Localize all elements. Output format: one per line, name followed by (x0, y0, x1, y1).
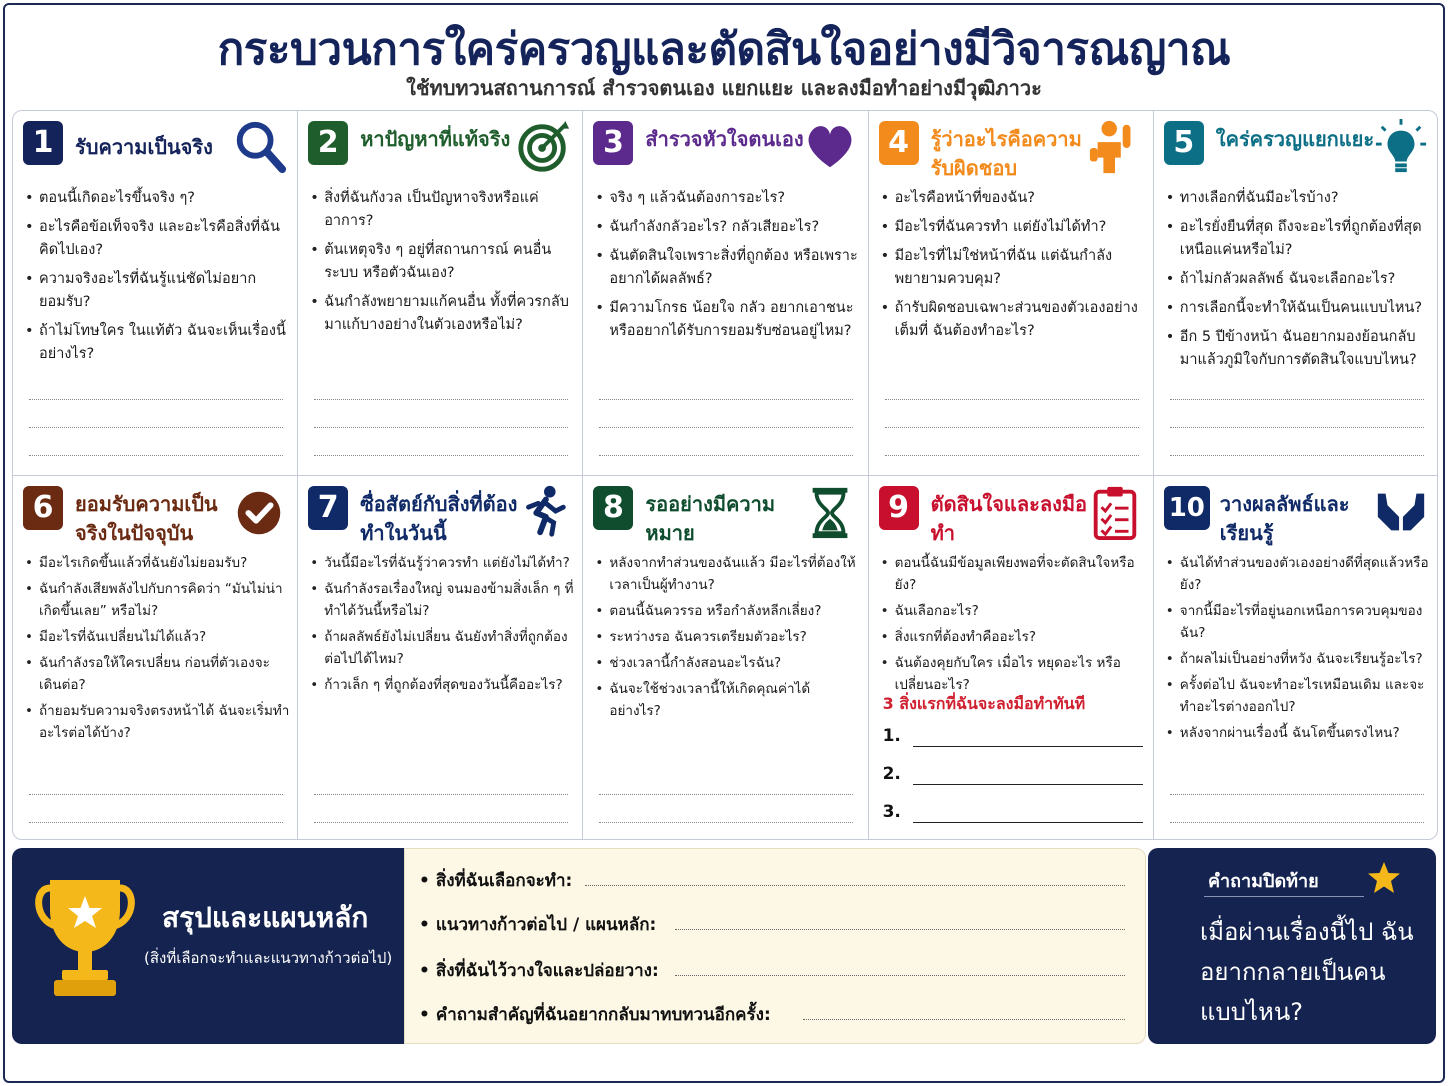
step-title: รับความเป็นจริง (75, 135, 213, 159)
step-title: ซื่อสัตย์กับสิ่งที่ต้องทำในวันนี้ (360, 492, 518, 545)
question-item: • ฉันกำลังรอเรื่องใหญ่ จนมองข้ามสิ่งเล็ก ๆ ที่ทำได้วันนี้หรือไม่? (310, 578, 576, 622)
final-question-panel (1148, 848, 1436, 1044)
question-item: • การเลือกนี้จะทำให้ฉันเป็นคนแบบไหน? (1166, 297, 1432, 320)
note-line[interactable] (29, 399, 283, 400)
question-item: • อะไรคือข้อเท็จจริง และอะไรคือสิ่งที่ฉันคิดไปเอง? (25, 216, 291, 262)
note-line[interactable] (314, 427, 568, 428)
question-item: • อะไรคือหน้าที่ของฉัน? (881, 187, 1147, 210)
question-item: • ถ้าผลไม่เป็นอย่างที่หวัง ฉันจะเรียนรู้อะไร? (1166, 648, 1432, 670)
star-icon (1366, 860, 1402, 896)
question-item: • ก้าวเล็ก ๆ ที่ถูกต้องที่สุดของวันนี้คืออะไร? (310, 674, 576, 696)
question-list (595, 187, 861, 349)
summary-fill-choice[interactable] (585, 885, 1125, 886)
question-item: • ตอนนี้เกิดอะไรขึ้นจริง ๆ? (25, 187, 291, 210)
action-line[interactable] (913, 822, 1143, 823)
question-item: • มีความโกรธ น้อยใจ กลัว อยากเอาชนะ หรืออยากได้รับการยอมรับซ่อนอยู่ไหม? (595, 297, 861, 343)
question-item: • ครั้งต่อไป ฉันจะทำอะไรเหมือนเดิม และจะทำอะไรต่างออกไป? (1166, 674, 1432, 718)
question-item: • สิ่งแรกที่ต้องทำคืออะไร? (881, 626, 1147, 648)
action-line[interactable] (913, 784, 1143, 785)
note-line[interactable] (29, 794, 283, 795)
question-item: • ทางเลือกที่ฉันมีอะไรบ้าง? (1166, 187, 1432, 210)
question-list (25, 187, 291, 372)
step-card-5 (1154, 111, 1438, 476)
question-item: • มีอะไรที่ฉันเปลี่ยนไม่ได้แล้ว? (25, 626, 291, 648)
step-title: รู้ว่าอะไรคือความรับผิดชอบ (930, 127, 1082, 180)
action-line[interactable] (913, 746, 1143, 747)
final-divider (1204, 896, 1364, 897)
question-item: • ตอนนี้ฉันมีข้อมูลเพียงพอที่จะตัดสินใจหรือยัง? (881, 552, 1147, 596)
final-question: เมื่อผ่านเรื่องนี้ไป ฉันอยากกลายเป็นคนแบบไหน? (1200, 918, 1414, 1026)
summary-fill-trust[interactable] (675, 975, 1125, 976)
question-item: • ฉันเลือกอะไร? (881, 600, 1147, 622)
summary-row-plan: • แนวทางก้าวต่อไป / แผนหลัก: (419, 911, 656, 938)
question-item: • ฉันจะใช้ช่วงเวลานี้ให้เกิดคุณค่าได้อย่างไร? (595, 678, 861, 722)
step-number: 4 (879, 121, 919, 165)
heart-icon (802, 119, 858, 175)
trophy-icon (32, 870, 138, 1004)
note-line[interactable] (314, 822, 568, 823)
summary-row-choice: • สิ่งที่ฉันเลือกจะทำ: (419, 867, 572, 894)
summary-fill-plan[interactable] (675, 929, 1125, 930)
note-line[interactable] (599, 794, 853, 795)
question-item: • ถ้ายอมรับความจริงตรงหน้าได้ ฉันจะเริ่มทำอะไรต่อได้บ้าง? (25, 700, 291, 744)
summary-fill-question[interactable] (803, 1019, 1125, 1020)
note-line[interactable] (314, 399, 568, 400)
step-number: 2 (308, 121, 348, 165)
check-circle-icon (231, 484, 287, 540)
question-item: • อะไรยั่งยืนที่สุด ถึงจะอะไรที่ถูกต้องที่สุดเหนือแค่นหรือไม่? (1166, 216, 1432, 262)
open-hands-icon (1373, 484, 1429, 540)
question-item: • ความจริงอะไรที่ฉันรู้แน่ชัดไม่อยากยอมรับ? (25, 268, 291, 314)
note-line[interactable] (29, 455, 283, 456)
summary-row-question: • คำถามสำคัญที่ฉันอยากกลับมาทบทวนอีกครั้ง: (419, 1001, 771, 1028)
step-number: 1 (23, 121, 63, 165)
question-item: • หลังจากผ่านเรื่องนี้ ฉันโตขึ้นตรงไหน? (1166, 722, 1432, 744)
clipboard-checklist-icon (1087, 484, 1143, 540)
question-item: • หลังจากทำส่วนของฉันแล้ว มีอะไรที่ต้องให้เวลาเป็นผู้ทำงาน? (595, 552, 861, 596)
note-line[interactable] (885, 427, 1139, 428)
note-line[interactable] (599, 427, 853, 428)
step-number: 6 (23, 486, 63, 530)
question-list (1166, 187, 1432, 378)
note-line[interactable] (885, 399, 1139, 400)
question-item: • อีก 5 ปีข้างหน้า ฉันอยากมองย้อนกลับมาแล้วภูมิใจกับการตัดสินใจแบบไหน? (1166, 326, 1432, 372)
note-line[interactable] (1170, 794, 1424, 795)
steps-grid (12, 110, 1438, 840)
lightbulb-icon (1373, 119, 1429, 175)
step-number: 3 (593, 121, 633, 165)
question-item: • สิ่งที่ฉันกังวล เป็นปัญหาจริงหรือแค่อาการ? (310, 187, 576, 233)
final-heading: คำถามปิดท้าย (1208, 871, 1319, 892)
step-number: 5 (1164, 121, 1204, 165)
note-line[interactable] (599, 455, 853, 456)
note-line[interactable] (1170, 455, 1424, 456)
note-line[interactable] (599, 822, 853, 823)
step-card-2 (298, 111, 583, 476)
step-title: วางผลลัพธ์และเรียนรู้ (1219, 492, 1350, 545)
page-subtitle: ใช้ทบทวนสถานการณ์ สำรวจตนเอง แยกแยะ และลงมือทำอย่างมีวุฒิภาวะ (406, 76, 1042, 100)
first-actions-heading: 3 สิ่งแรกที่ฉันจะลงมือทำทันที (882, 694, 1086, 713)
question-item: • ช่วงเวลานี้กำลังสอนอะไรฉัน? (595, 652, 861, 674)
note-line[interactable] (885, 455, 1139, 456)
step-card-3 (583, 111, 868, 476)
action-number: 1. (882, 726, 901, 746)
question-list (881, 552, 1147, 700)
step-title: ตัดสินใจและลงมือทำ (930, 492, 1088, 545)
note-line[interactable] (1170, 399, 1424, 400)
step-number: 10 (1164, 486, 1210, 530)
summary-panel (12, 848, 404, 1044)
step-card-7 (298, 476, 583, 840)
step-title: สำรวจหัวใจตนเอง (645, 127, 804, 151)
note-line[interactable] (29, 427, 283, 428)
question-list (310, 187, 576, 343)
note-line[interactable] (599, 399, 853, 400)
hourglass-icon (802, 484, 858, 540)
note-line[interactable] (314, 794, 568, 795)
action-number: 2. (882, 764, 901, 784)
action-number: 3. (882, 802, 901, 822)
question-item: • ฉันกำลังกลัวอะไร? กลัวเสียอะไร? (595, 216, 861, 239)
question-item: • ฉันต้องคุยกับใคร เมื่อไร หยุดอะไร หรือเปลี่ยนอะไร? (881, 652, 1147, 696)
question-item: • ฉันตัดสินใจเพราะสิ่งที่ถูกต้อง หรือเพราะอยากได้ผลลัพธ์? (595, 245, 861, 291)
question-item: • ฉันกำลังเสียพลังไปกับการคิดว่า “มันไม่น่าเกิดขึ้นเลย” หรือไม่? (25, 578, 291, 622)
step-card-8 (583, 476, 868, 840)
question-item: • ฉันได้ทำส่วนของตัวเองอย่างดีที่สุดแล้วหรือยัง? (1166, 552, 1432, 596)
question-item: • จากนี้มีอะไรที่อยู่นอกเหนือการควบคุมของฉัน? (1166, 600, 1432, 644)
step-title: ใคร่ครวญแยกแยะ (1215, 127, 1375, 151)
summary-subtitle: (สิ่งที่เลือกจะทำและแนวทางก้าวต่อไป) (144, 949, 393, 967)
question-item: • ฉันกำลังพยายามแก้คนอื่น ทั้งที่ควรกลับมาแก้บางอย่างในตัวเองหรือไม่? (310, 291, 576, 337)
question-item: • ฉันกำลังรอให้ใครเปลี่ยน ก่อนที่ตัวเองจะเดินต่อ? (25, 652, 291, 696)
magnifier-icon (231, 119, 287, 175)
runner-icon (516, 484, 572, 540)
summary-title: สรุปและแผนหลัก (162, 901, 369, 934)
step-number: 9 (879, 486, 919, 530)
question-item: • ถ้าไม่โทษใคร ในแท้ตัว ฉันจะเห็นเรื่องนี้อย่างไร? (25, 320, 291, 366)
question-item: • ต้นเหตุจริง ๆ อยู่ที่สถานการณ์ คนอื่น ระบบ หรือตัวฉันเอง? (310, 239, 576, 285)
question-item: • มีอะไรที่ฉันควรทำ แต่ยังไม่ได้ทำ? (881, 216, 1147, 239)
target-icon (516, 119, 572, 175)
page-title: กระบวนการใคร่ครวญและตัดสินใจอย่างมีวิจารณญาณ (217, 24, 1231, 75)
note-line[interactable] (29, 822, 283, 823)
question-item: • ถ้ารับผิดชอบเฉพาะส่วนของตัวเองอย่างเต็มที่ ฉันต้องทำอะไร? (881, 297, 1147, 343)
step-number: 8 (593, 486, 633, 530)
question-list (1166, 552, 1432, 748)
step-title: รออย่างมีความหมาย (645, 492, 776, 545)
step-card-4 (869, 111, 1154, 476)
question-item: • ถ้าผลลัพธ์ยังไม่เปลี่ยน ฉันยังทำสิ่งที่ถูกต้องต่อไปได้ไหม? (310, 626, 576, 670)
note-line[interactable] (1170, 427, 1424, 428)
step-card-6 (13, 476, 298, 840)
question-item: • วันนี้มีอะไรที่ฉันรู้ว่าควรทำ แต่ยังไม่ได้ทำ? (310, 552, 576, 574)
step-number: 7 (308, 486, 348, 530)
summary-row-trust: • สิ่งที่ฉันไว้วางใจและปล่อยวาง: (419, 957, 659, 984)
question-item: • มีอะไรเกิดขึ้นแล้วที่ฉันยังไม่ยอมรับ? (25, 552, 291, 574)
note-line[interactable] (1170, 822, 1424, 823)
step-card-1 (13, 111, 298, 476)
summary-fields (404, 848, 1146, 1044)
step-title: ยอมรับความเป็นจริงในปัจจุบัน (75, 492, 218, 545)
question-item: • ถ้าไม่กลัวผลลัพธ์ ฉันจะเลือกอะไร? (1166, 268, 1432, 291)
question-item: • ระหว่างรอ ฉันควรเตรียมตัวอะไร? (595, 626, 861, 648)
hand-raised-icon (1087, 119, 1143, 175)
question-list (310, 552, 576, 700)
question-item: • ตอนนี้ฉันควรรอ หรือกำลังหลีกเลี่ยง? (595, 600, 861, 622)
step-card-9 (869, 476, 1154, 840)
question-item: • มีอะไรที่ไม่ใช่หน้าที่ฉัน แต่ฉันกำลังพยายามควบคุม? (881, 245, 1147, 291)
question-list (25, 552, 291, 748)
step-title: หาปัญหาที่แท้จริง (360, 127, 511, 151)
step-card-10 (1154, 476, 1438, 840)
question-list (881, 187, 1147, 349)
note-line[interactable] (314, 455, 568, 456)
question-item: • จริง ๆ แล้วฉันต้องการอะไร? (595, 187, 861, 210)
question-list (595, 552, 861, 726)
